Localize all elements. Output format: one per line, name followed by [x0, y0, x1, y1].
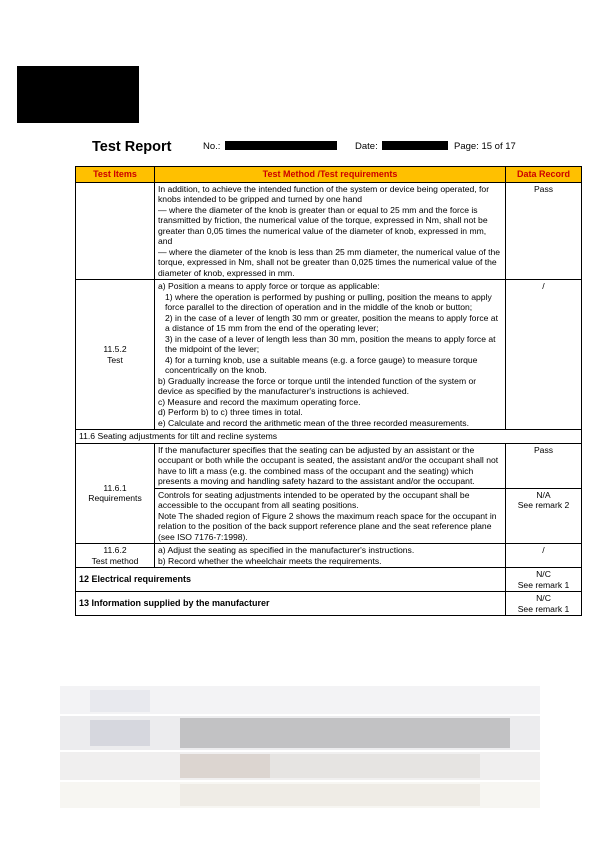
- test-item-number: 11.5.2: [103, 344, 127, 354]
- report-header: [92, 139, 582, 157]
- requirement-text: — where the diameter of the knob is less than 25 mm diameter, the numerical value of the torque, expressed in Nm, shall not be greater than 0,025 times the numerical value of the diameter of knob, expressed in mm.: [158, 246, 501, 278]
- blurred-footer-region: [60, 686, 540, 811]
- section-heading-11-6: 11.6 Seating adjustments for tilt and recline systems: [76, 430, 582, 444]
- test-item-cell: [76, 443, 155, 544]
- test-step: b) Gradually increase the force or torque until the intended function of the system or device as specified by the manufacturer's instructions is achieved.: [158, 375, 477, 396]
- test-method-cell: [155, 182, 506, 280]
- report-number-label: No.:: [203, 141, 221, 152]
- test-method-cell: [155, 544, 506, 568]
- test-substep: 4) for a turning knob, use a suitable means (e.g. a force gauge) to measure torque concentrically on the knob.: [165, 354, 478, 375]
- record-value: N/C: [536, 593, 551, 603]
- section-heading-13: 13 Information supplied by the manufacturer: [76, 592, 506, 616]
- test-substep: 1) where the operation is performed by pushing or pulling, position the means to apply force parallel to the direction of operation and in the middle of the knob or button;: [165, 291, 492, 312]
- requirement-text: In addition, to achieve the intended function of the system or device being operated, for knobs intended to be gripped and turned by one hand: [158, 183, 490, 204]
- page-number: Page: 15 of 17: [454, 141, 516, 152]
- test-item-cell: [76, 280, 155, 430]
- data-record-cell: /: [506, 280, 582, 430]
- redacted-report-number: [225, 141, 337, 150]
- table-row: [76, 443, 582, 488]
- date-label: Date:: [355, 141, 378, 152]
- test-substep: 3) in the case of a lever of length less than 30 mm, position the means to apply force at the midpoint of the lever;: [165, 333, 496, 354]
- redacted-date: [382, 141, 448, 150]
- section-heading-12: 12 Electrical requirements: [76, 568, 506, 592]
- record-value: N/C: [536, 569, 551, 579]
- test-method-cell: [155, 280, 506, 430]
- section-row: [76, 430, 582, 444]
- test-method-cell: [155, 488, 506, 544]
- record-value: N/A: [536, 489, 551, 500]
- test-method-cell: If the manufacturer specifies that the seating can be adjusted by an assistant or the occupant or both while the occupant is seated, the assistant and/or the occupant shall not have to lift a mass (e.g. the combined mass of the occupant and the seating) which presents a moving and handling safety hazard to the assistant and/or the occupant.: [155, 443, 506, 488]
- test-step: a) Position a means to apply force or torque as applicable:: [158, 281, 380, 291]
- data-record-cell: [506, 488, 582, 544]
- test-step: a) Adjust the seating as specified in the manufacturer's instructions.: [158, 545, 415, 555]
- test-step: c) Measure and record the maximum operating force.: [158, 396, 361, 407]
- requirement-text: Controls for seating adjustments intended to be operated by the occupant shall be accessible to the occupant from all seating positions.: [158, 489, 470, 510]
- column-header-test-method: Test Method /Test requirements: [155, 167, 506, 183]
- section-row: [76, 592, 582, 616]
- test-item-cell: [76, 544, 155, 568]
- column-header-data-record: Data Record: [506, 167, 582, 183]
- record-remark: See remark 1: [517, 579, 570, 590]
- record-remark: See remark 2: [517, 500, 570, 510]
- test-item-number: 11.6.1: [103, 482, 127, 493]
- table-row: [76, 280, 582, 430]
- test-step: d) Perform b) to c) three times in total.: [158, 407, 303, 417]
- test-step: b) Record whether the wheelchair meets the requirements.: [158, 555, 382, 566]
- data-record-cell: Pass: [506, 182, 582, 280]
- record-remark: See remark 1: [517, 603, 570, 614]
- data-record-cell: [506, 592, 582, 616]
- data-record-cell: [506, 568, 582, 592]
- table-header-row: [76, 167, 582, 183]
- section-row: [76, 568, 582, 592]
- column-header-test-items: Test Items: [76, 167, 155, 183]
- test-item-number: 11.6.2: [103, 545, 127, 555]
- data-record-cell: Pass: [506, 443, 582, 488]
- test-substep: 2) in the case of a lever of length 30 mm or greater, position the means to apply force at a distance of 15 mm from the end of the operating lever;: [165, 312, 498, 333]
- requirement-text: — where the diameter of the knob is greater than or equal to 25 mm and the force is transmitted by friction, the numerical value of the torque, expressed in Nm, shall not be greater than 0,05 times the numerical value of the diameter of knob, expressed in mm, and: [158, 204, 488, 246]
- redacted-logo: [17, 66, 139, 123]
- table-row: [76, 182, 582, 280]
- test-step: e) Calculate and record the arithmetic mean of the three recorded measurements.: [158, 417, 469, 428]
- test-report-table: [75, 166, 582, 616]
- report-title: Test Report: [92, 139, 172, 155]
- table-row: [76, 544, 582, 568]
- test-item-label: Test: [107, 354, 123, 365]
- note-text: Note The shaded region of Figure 2 shows the maximum reach space for the occupant in relation to the position of the back support reference plane and the seat reference plane (see ISO 7176-7:1998).: [158, 510, 497, 542]
- data-record-cell: /: [506, 544, 582, 568]
- test-item-cell: [76, 182, 155, 280]
- test-item-label: Test method: [91, 555, 139, 566]
- test-item-label: Requirements: [88, 493, 142, 504]
